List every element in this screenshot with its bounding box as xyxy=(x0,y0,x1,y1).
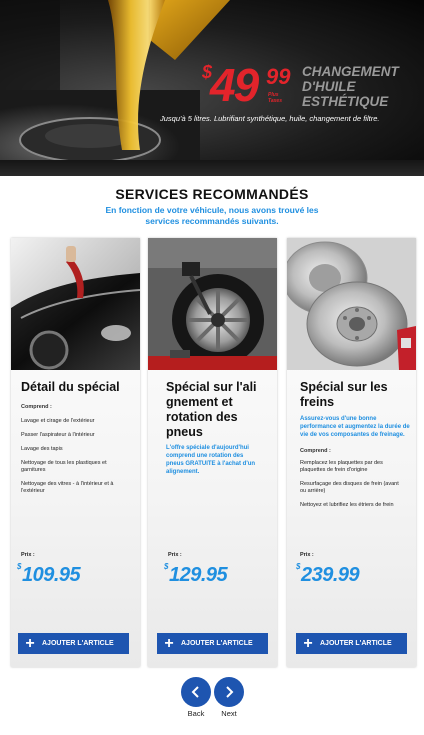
price-label: Prix : xyxy=(300,552,314,558)
includes-list xyxy=(300,460,405,516)
hero-divider xyxy=(0,160,424,176)
add-item-label: AJOUTER L'ARTICLE xyxy=(42,640,114,647)
card-description: L'offre spéciale d'aujourd'hui comprend une rotation des pneus GRATUITE à l'achat d'un alignement. xyxy=(166,445,256,475)
chevron-right-icon xyxy=(222,685,236,699)
card-price xyxy=(164,564,227,587)
list-item: Remplacez les plaquettes par des plaquettes de frein d'origine xyxy=(300,460,383,473)
offer-title: CHANGEMENT D'HUILE ESTHÉTIQUE xyxy=(302,64,399,109)
chevron-left-icon xyxy=(189,685,203,699)
offer-price-currency: $ xyxy=(202,62,213,82)
offer-price-note: Plus Taxes xyxy=(268,92,282,104)
card-title: Spécial sur l'ali gnement et rotation des pneus xyxy=(166,380,257,439)
service-card-alignment xyxy=(148,238,277,667)
add-item-button[interactable] xyxy=(296,633,407,654)
price-value: 129.95 xyxy=(168,564,228,586)
card-title: Spécial sur les freins xyxy=(300,380,388,409)
section-subtitle: En fonction de votre véhicule, nous avons trouvé les services recommandés suivants. xyxy=(105,205,319,226)
offer-price-whole: 49 xyxy=(210,59,258,111)
price-value: 239.99 xyxy=(300,564,360,586)
section-title: SERVICES RECOMMANDÉS xyxy=(115,186,309,202)
service-card-brakes xyxy=(287,238,416,667)
hero-banner xyxy=(0,0,424,160)
add-item-label: AJOUTER L'ARTICLE xyxy=(181,640,253,647)
add-item-label: AJOUTER L'ARTICLE xyxy=(320,640,392,647)
offer-subtitle: Jusqu'à 5 litres. Lubrifiant synthétique, huile, changement de filtre. xyxy=(160,114,380,123)
next-label: Next xyxy=(221,709,237,718)
price-label: Prix : xyxy=(168,552,182,558)
car-detail-image xyxy=(11,238,140,370)
includes-label: Comprend : xyxy=(300,448,331,454)
add-item-button[interactable] xyxy=(18,633,129,654)
price-value: 109.95 xyxy=(21,564,81,586)
add-item-button[interactable] xyxy=(157,633,268,654)
back-button[interactable] xyxy=(181,677,211,707)
list-item: Passer l'aspirateur à l'intérieur xyxy=(21,432,95,438)
list-item: Nettoyage des vitres - à l'intérieur et à l'extérieur xyxy=(21,481,114,494)
list-item: Lavage des tapis xyxy=(21,446,63,452)
list-item: Nettoyez et lubrifiez les étriers de frein xyxy=(300,502,394,508)
wheel-alignment-image xyxy=(148,238,277,370)
card-price xyxy=(17,564,80,587)
offer-price-cents: 99 xyxy=(266,64,291,89)
brake-rotor-image xyxy=(287,238,416,370)
price-currency: $ xyxy=(164,562,168,571)
includes-list xyxy=(21,418,126,502)
card-price xyxy=(296,564,359,587)
card-description: Assurez-vous d'une bonne performance et augmentez la durée de vie de vos composantes de freinage. xyxy=(300,416,410,438)
price-currency: $ xyxy=(296,562,300,571)
plus-icon: + xyxy=(303,635,313,652)
price-currency: $ xyxy=(17,562,21,571)
card-title: Détail du spécial xyxy=(21,380,120,394)
price-label: Prix : xyxy=(21,552,35,558)
plus-icon: + xyxy=(25,635,35,652)
includes-label: Comprend : xyxy=(21,404,52,410)
list-item: Lavage et cirage de l'extérieur xyxy=(21,418,95,424)
list-item: Resurfaçage des disques de frein (avant ou arrière) xyxy=(300,481,399,494)
service-card-detail xyxy=(11,238,140,667)
plus-icon: + xyxy=(164,635,174,652)
list-item: Nettoyage de tous les plastiques et garnitures xyxy=(21,460,107,473)
next-button[interactable] xyxy=(214,677,244,707)
back-label: Back xyxy=(187,709,205,718)
